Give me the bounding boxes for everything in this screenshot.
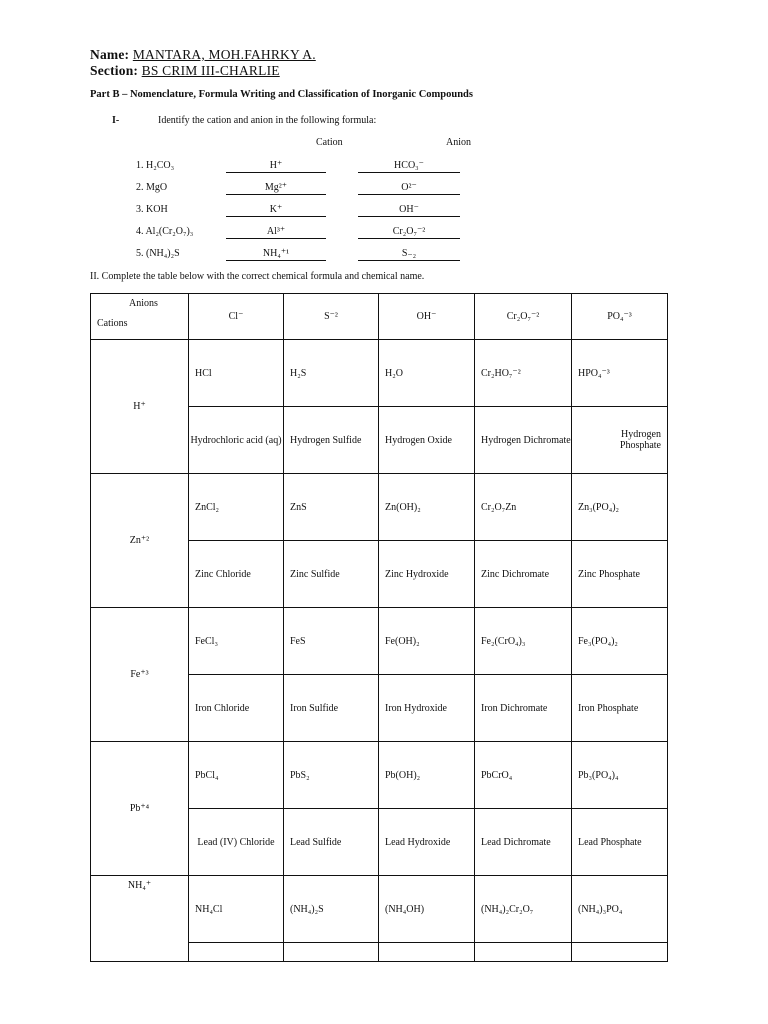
name-cell[interactable]: Lead Dichromate	[475, 809, 572, 876]
cation-header: Zn⁺²	[91, 474, 189, 608]
part1-item	[136, 182, 496, 195]
formula-cell[interactable]: PbCl₄	[189, 742, 284, 809]
formula-label: 3. KOH	[136, 204, 168, 215]
name-cell[interactable]	[189, 943, 284, 962]
formula-label: 2. MgO	[136, 182, 168, 193]
anion-answer[interactable]: Cr₂O₇⁻²	[358, 226, 460, 239]
formula-cell[interactable]: ZnCl₂	[189, 474, 284, 541]
formula-cell[interactable]: Zn(OH)₂	[379, 474, 475, 541]
formula-cell[interactable]: Cr₂HO₇⁻²	[475, 340, 572, 407]
anion-answer[interactable]: HCO₃⁻	[358, 160, 460, 173]
formula-cell[interactable]: H₂S	[284, 340, 379, 407]
formula-cell[interactable]: H₂O	[379, 340, 475, 407]
cation-answer[interactable]: H⁺	[226, 160, 326, 173]
name-cell[interactable]	[475, 943, 572, 962]
name-cell[interactable]	[379, 943, 475, 962]
part1-instruction: Identify the cation and anion in the following formula:	[158, 115, 377, 126]
part-title: Part B – Nomenclature, Formula Writing and Classification of Inorganic Compounds	[90, 89, 473, 100]
formula-label: 5. (NH₄)₂S	[136, 248, 180, 259]
anion-header: Cl⁻	[189, 294, 284, 340]
formula-cell[interactable]: Zn₃(PO₄)₂	[572, 474, 668, 541]
part1-item	[136, 160, 496, 173]
part1-item	[136, 204, 496, 217]
corner-anions-label: Anions	[129, 298, 158, 309]
corner-cations-label: Cations	[97, 318, 128, 329]
formula-cell[interactable]: Fe(OH)₂	[379, 608, 475, 675]
name-cell[interactable]: Iron Dichromate	[475, 675, 572, 742]
name-cell[interactable]: Lead Sulfide	[284, 809, 379, 876]
anion-header: S⁻²	[284, 294, 379, 340]
part1-item	[136, 248, 496, 261]
formula-cell[interactable]: NH₄Cl	[189, 876, 284, 943]
cation-answer[interactable]: NH₄⁺¹	[226, 248, 326, 261]
formula-cell[interactable]: PbS₂	[284, 742, 379, 809]
name-cell[interactable]: Hydrogen Sulfide	[284, 407, 379, 474]
anion-header: PO₄⁻³	[572, 294, 668, 340]
formula-cell[interactable]: Fe₂(CrO₄)₃	[475, 608, 572, 675]
name-cell[interactable]: Lead Hydroxide	[379, 809, 475, 876]
formula-cell[interactable]: Cr₂O₇Zn	[475, 474, 572, 541]
name-cell[interactable]: Iron Hydroxide	[379, 675, 475, 742]
formula-cell[interactable]: HCl	[189, 340, 284, 407]
anion-header: OH⁻	[379, 294, 475, 340]
corner-cell	[91, 294, 189, 340]
name-value: MANTARA, MOH.FAHRKY A.	[132, 47, 316, 62]
name-cell[interactable]: Zinc Sulfide	[284, 541, 379, 608]
cation-answer[interactable]: K⁺	[226, 204, 326, 217]
part2-instruction: II. Complete the table below with the correct chemical formula and chemical name.	[90, 271, 425, 282]
formula-cell[interactable]: FeCl₃	[189, 608, 284, 675]
formula-cell[interactable]: Pb(OH)₂	[379, 742, 475, 809]
part1-item	[136, 226, 496, 239]
formula-cell[interactable]: HPO₄⁻³	[572, 340, 668, 407]
cation-header: Fe⁺³	[91, 608, 189, 742]
name-cell[interactable]: Lead (IV) Chloride	[189, 809, 284, 876]
formula-cell[interactable]: Fe₃(PO₄)₂	[572, 608, 668, 675]
formula-cell[interactable]: (NH₄)₂Cr₂O₇	[475, 876, 572, 943]
name-cell[interactable]	[284, 943, 379, 962]
compound-table	[90, 293, 668, 962]
formula-cell[interactable]: (NH₄OH)	[379, 876, 475, 943]
anion-answer[interactable]: S₋₂	[358, 248, 460, 261]
formula-cell[interactable]: (NH₄)₂S	[284, 876, 379, 943]
name-cell[interactable]: Zinc Chloride	[189, 541, 284, 608]
section-value: BS CRIM III-CHARLIE	[141, 63, 280, 78]
name-cell[interactable]: Hydrochloric acid (aq)	[189, 407, 284, 474]
name-cell[interactable]: Zinc Phosphate	[572, 541, 668, 608]
section-line	[90, 63, 280, 79]
formula-cell[interactable]: (NH₄)₃PO₄	[572, 876, 668, 943]
name-cell[interactable]: Zinc Dichromate	[475, 541, 572, 608]
name-cell[interactable]: Hydrogen Dichromate	[475, 407, 572, 474]
name-cell[interactable]: Zinc Hydroxide	[379, 541, 475, 608]
formula-label: 4. Al₂(Cr₂O₇)₃	[136, 226, 194, 237]
name-line	[90, 47, 316, 63]
formula-cell[interactable]: FeS	[284, 608, 379, 675]
cation-header: H⁺	[91, 340, 189, 474]
col-anion-label: Anion	[446, 137, 471, 148]
formula-cell[interactable]: PbCrO₄	[475, 742, 572, 809]
name-cell[interactable]: Iron Sulfide	[284, 675, 379, 742]
name-cell[interactable]: Iron Phosphate	[572, 675, 668, 742]
name-cell[interactable]: Lead Phosphate	[572, 809, 668, 876]
cation-header: NH₄⁺	[91, 876, 189, 962]
formula-label: 1. H₂CO₃	[136, 160, 175, 171]
name-cell[interactable]: Hydrogen Oxide	[379, 407, 475, 474]
anion-header: Cr₂O₇⁻²	[475, 294, 572, 340]
col-cation-label: Cation	[316, 137, 343, 148]
section-label: Section:	[90, 63, 139, 78]
formula-cell[interactable]: ZnS	[284, 474, 379, 541]
formula-cell[interactable]: Pb₃(PO₄)₄	[572, 742, 668, 809]
part1-number: I-	[112, 115, 120, 126]
name-cell[interactable]: Iron Chloride	[189, 675, 284, 742]
cation-header: Pb⁺⁴	[91, 742, 189, 876]
anion-answer[interactable]: O²⁻	[358, 182, 460, 195]
name-label: Name:	[90, 47, 130, 62]
anion-answer[interactable]: OH⁻	[358, 204, 460, 217]
cation-answer[interactable]: Mg²⁺	[226, 182, 326, 195]
cation-answer[interactable]: Al³⁺	[226, 226, 326, 239]
name-cell[interactable]: Hydrogen Phosphate	[572, 407, 668, 474]
name-cell[interactable]	[572, 943, 668, 962]
